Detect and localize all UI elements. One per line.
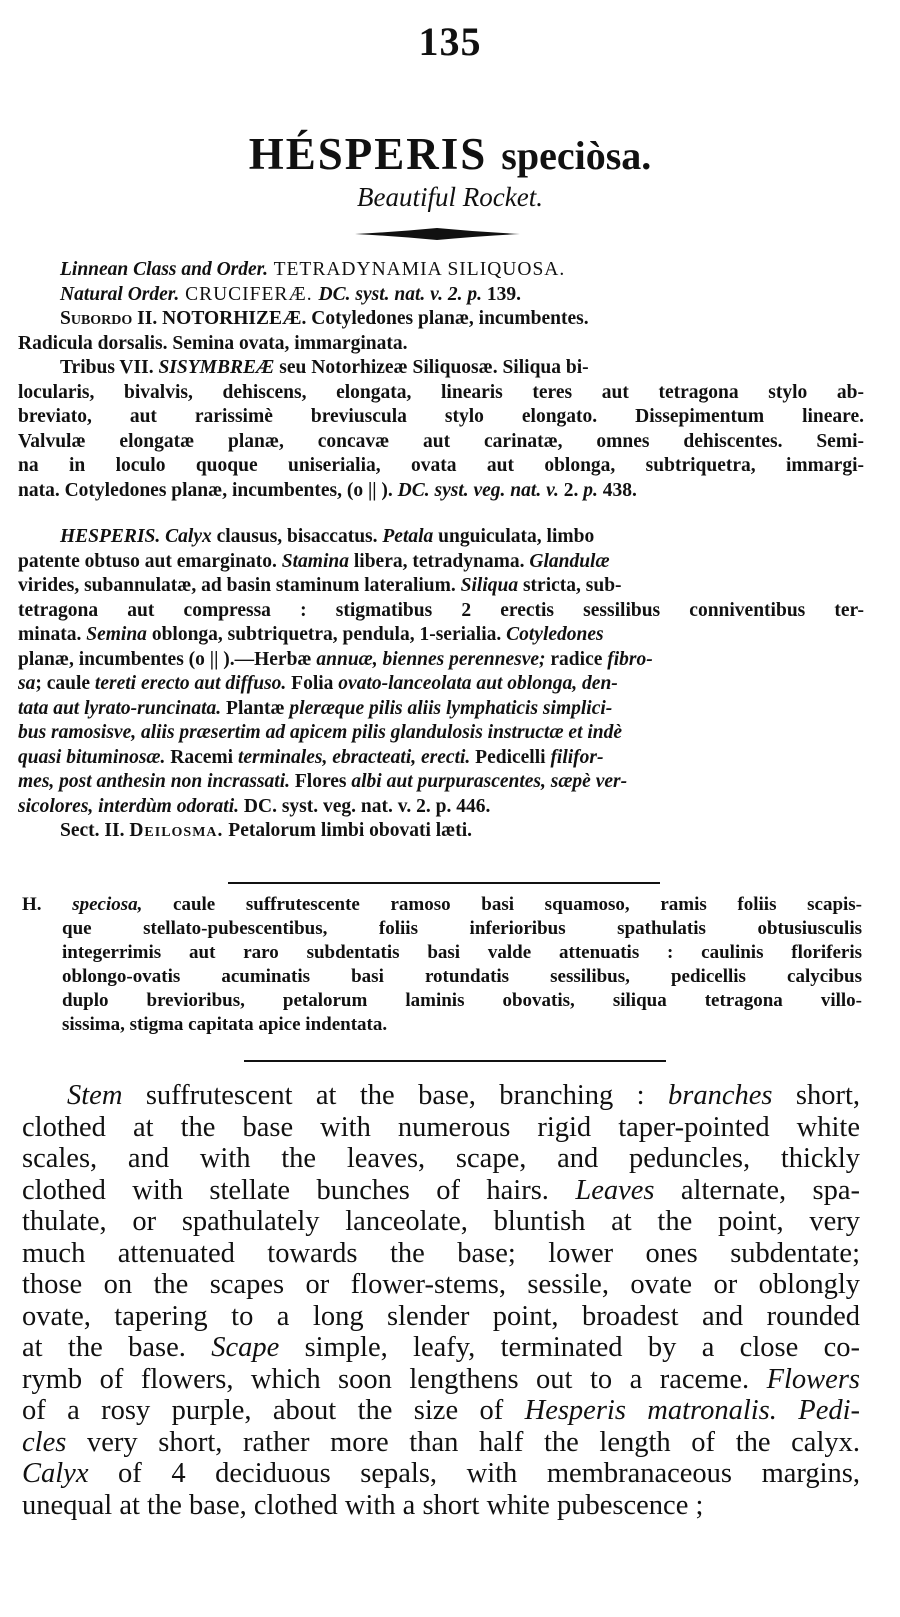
genus-line-12: sicolores, interdùm odorati. DC. syst. veg. nat. v. 2. p. 446. [18, 795, 491, 817]
class-line-10: nata. Cotyledones planæ, incumbentes, (o || ). DC. syst. veg. nat. v. 2. p. 438. [18, 479, 637, 501]
desc-line-8: ovate, tapering to a long slender point, broadest and rounded [22, 1300, 860, 1332]
english-description [22, 1080, 860, 1521]
class-line-9: na in loculo quoque uniserialia, ovata aut oblonga, subtriquetra, immargi- [18, 455, 864, 476]
class-line-2: Natural Order. CRUCIFERÆ. DC. syst. nat. v. 2. p. 139. [60, 283, 521, 305]
class-line-1: Linnean Class and Order. TETRADYNAMIA SILIQUOSA. [60, 259, 566, 280]
species-line-4: oblongo-ovatis acuminatis basi rotundatis sessilibus, pedicellis calycibus [62, 966, 862, 987]
species-diagnosis [22, 893, 862, 1037]
species-line-3: integerrimis aut raro subdentatis basi valde attenuatis : caulinis floriferis [62, 942, 862, 963]
desc-line-4: clothed with stellate bunches of hairs. Leaves alternate, spa- [22, 1174, 860, 1206]
classification-block [18, 258, 864, 503]
desc-line-3: scales, and with the leaves, scape, and peduncles, thickly [22, 1143, 860, 1174]
species-line-1: H. speciosa, caule suffrutescente ramoso basi squamoso, ramis foliis scapis- [22, 894, 862, 915]
page-title [0, 128, 900, 180]
genus-line-13: Sect. II. Deilosma. Petalorum limbi obovati læti. [60, 820, 473, 841]
genus-line-6: planæ, incumbentes (o || ).—Herbæ annuæ, biennes perennesve; radice fibro- [18, 648, 653, 670]
desc-line-13: Calyx of 4 deciduous sepals, with membranaceous margins, [22, 1458, 860, 1489]
class-line-5: Tribus VII. SISYMBREÆ seu Notorhizeæ Siliquosæ. Siliqua bi- [60, 357, 589, 378]
species-line-6: sissima, stigma capitata apice indentata. [62, 1014, 388, 1035]
class-line-3: Subordo II. NOTORHIZEÆ. Cotyledones planæ, incumbentes. [60, 308, 589, 329]
desc-line-11: of a rosy purple, about the size of Hesperis matronalis. Pedi- [22, 1395, 860, 1426]
page-number: 135 [418, 19, 482, 64]
genus-line-4: tetragona aut compressa : stigmatibus 2 erectis sessilibus conniventibus ter- [18, 599, 864, 621]
divider-rule [228, 882, 660, 884]
desc-line-6: much attenuated towards the base; lower ones subdentate; [22, 1237, 860, 1269]
class-line-6: locularis, bivalvis, dehiscens, elongata, linearis teres aut tetragona stylo ab- [18, 381, 864, 403]
desc-line-5: thulate, or spathulately lanceolate, bluntish at the point, very [22, 1206, 860, 1237]
desc-line-12: cles very short, rather more than half the length of the calyx. [22, 1426, 860, 1458]
genus-line-11: mes, post anthesin non incrassati. Flores albi aut purpurascentes, sæpè ver- [18, 771, 628, 792]
desc-line-2: clothed at the base with numerous rigid taper-pointed white [22, 1111, 860, 1143]
genus-line-9: bus ramosisve, aliis præsertim ad apicem pilis glandulosis instructæ et indè [18, 722, 623, 743]
genus-line-10: quasi bituminosæ. Racemi terminales, ebracteati, erecti. Pedicelli filifor- [18, 746, 604, 768]
class-line-4: Radicula dorsalis. Semina ovata, immarginata. [18, 332, 408, 354]
genus-line-8: tata aut lyrato-runcinata. Plantæ pleræque pilis aliis lymphaticis simplici- [18, 697, 613, 719]
genus-line-7: sa; caule tereti erecto aut diffuso. Folia ovato-lanceolata aut oblonga, den- [18, 673, 618, 694]
desc-line-9: at the base. Scape simple, leafy, terminated by a close co- [22, 1332, 860, 1363]
genus-line-1: HESPERIS. Calyx clausus, bisaccatus. Petala unguiculata, limbo [60, 526, 595, 547]
common-name: Beautiful Rocket. [357, 182, 543, 212]
desc-line-7: those on the scapes or flower-stems, sessile, ovate or oblongly [22, 1269, 860, 1300]
desc-line-1: Stem suffrutescent at the base, branching : branches short, [67, 1080, 860, 1111]
ornamental-rule-icon [355, 226, 520, 242]
class-line-8: Valvulæ elongatæ planæ, concavæ aut carinatæ, omnes dehiscentes. Semi- [18, 430, 864, 452]
divider-rule-2 [244, 1060, 666, 1062]
genus-line-5: minata. Semina oblonga, subtriquetra, pendula, 1-serialia. Cotyledones [18, 624, 604, 645]
desc-line-14: unequal at the base, clothed with a short white pubescence ; [22, 1489, 704, 1521]
desc-line-10: rymb of flowers, which soon lengthens out to a raceme. Flowers [22, 1363, 860, 1395]
genus-line-3: virides, subannulatæ, ad basin staminum lateralium. Siliqua stricta, sub- [18, 575, 622, 596]
species-line-5: duplo brevioribus, petalorum laminis obovatis, siliqua tetragona villo- [62, 990, 862, 1011]
title-genus: HÉSPERIS [248, 129, 488, 179]
genus-line-2: patente obtuso aut emarginato. Stamina libera, tetradynama. Glandulæ [18, 550, 610, 572]
species-line-2: que stellato-pubescentibus, foliis inferioribus spathulatis obtusiusculis [62, 918, 862, 939]
genus-description [18, 525, 864, 844]
class-line-7: breviato, aut rarissimè breviuscula stylo elongato. Dissepimentum lineare. [18, 406, 864, 427]
title-species: speciòsa. [501, 133, 652, 178]
